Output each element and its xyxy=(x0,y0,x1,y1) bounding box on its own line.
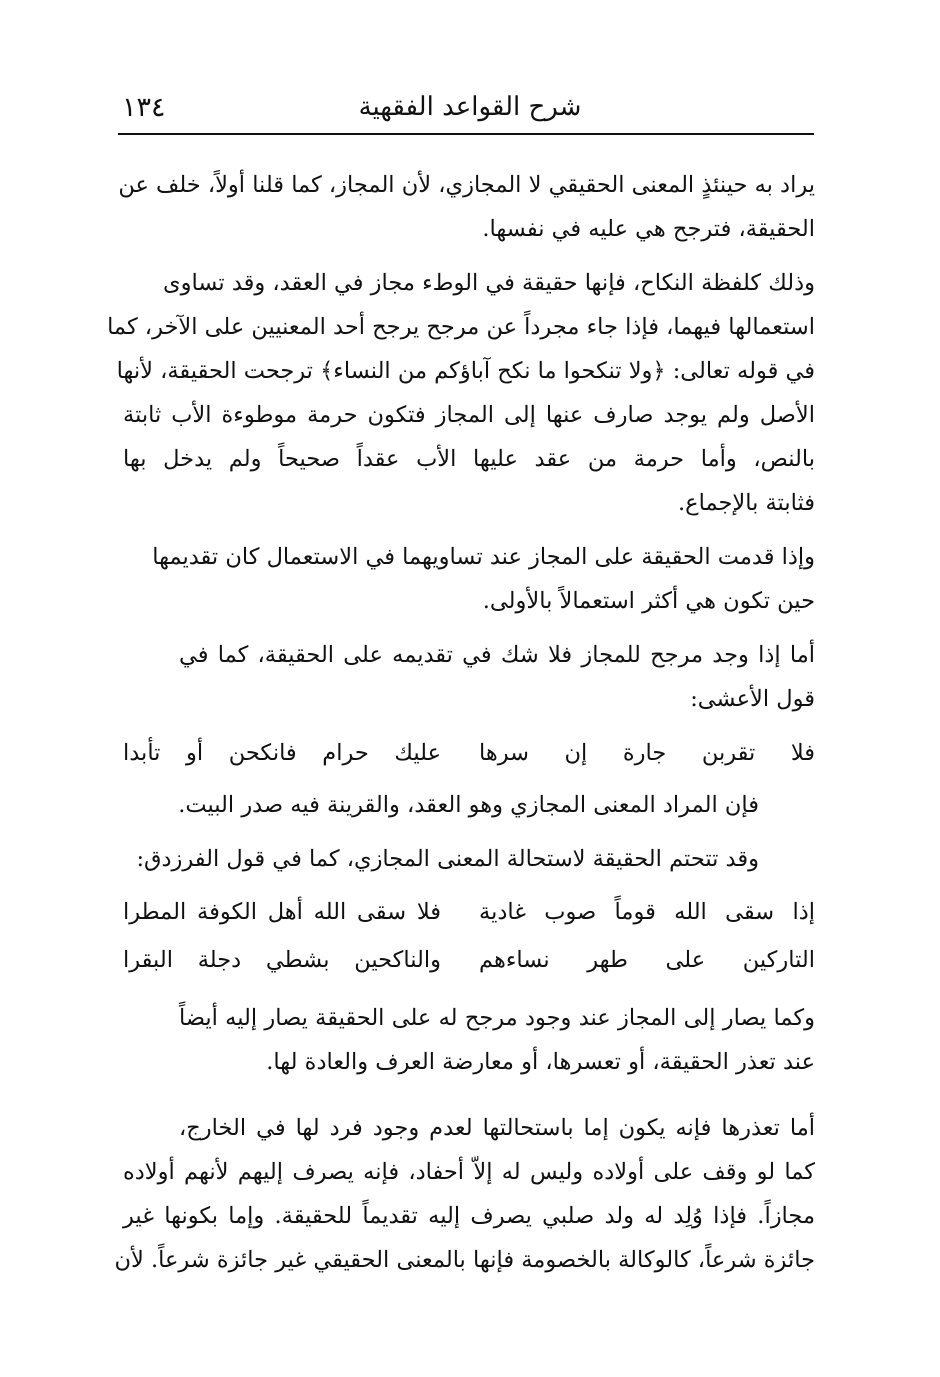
text-line: الأصل ولم يوجد صارف عنها إلى المجاز فتكون حرمة موطوءة الأب ثابتة xyxy=(123,402,815,428)
text-line: كما لو وقف على أولاده وليس له إلاّ أحفاد، فإنه يصرف إليهم لأنهم أولاده xyxy=(123,1159,815,1185)
text-line: في قوله تعالى: ﴿ولا تنكحوا ما نكح آباؤكم من النساء﴾ ترجحت الحقيقة، لأنها xyxy=(116,358,815,384)
text-line: قول الأعشى: xyxy=(690,686,815,712)
running-header-title: شرح القواعد الفقهية xyxy=(358,92,582,122)
text-line: استعمالها فيهما، فإذا جاء مجرداً عن مرجح يرجح أحد المعنيين على الآخر، كما xyxy=(107,314,815,340)
verse-second-hemistich: والناكحين بشطي دجلة البقرا xyxy=(123,947,441,973)
page-number: ١٣٤ xyxy=(122,92,166,123)
text-line: وقد تتحتم الحقيقة لاستحالة المعنى المجازي، كما في قول الفرزدق: xyxy=(136,846,759,872)
poem-verse xyxy=(123,938,815,982)
text-line: الحقيقة، فترجح هي عليه في نفسها. xyxy=(482,216,815,242)
text-line: فإن المراد المعنى المجازي وهو العقد، والقرينة فيه صدر البيت. xyxy=(178,792,759,818)
text-line: مجازاً. فإذا وُلِد له ولد صلبي يصرف إليه تقديماً للحقيقة. وإما بكونها غير xyxy=(123,1203,815,1229)
text-line: وكما يصار إلى المجاز عند وجود مرجح له على الحقيقة يصار إليه أيضاً xyxy=(179,1005,815,1031)
text-line: يراد به حينئذٍ المعنى الحقيقي لا المجازي، لأن المجاز، كما قلنا أولاً، خلف عن xyxy=(118,172,815,198)
text-line: أما إذا وجد مرجح للمجاز فلا شك في تقديمه على الحقيقة، كما في xyxy=(179,642,815,668)
text-line: وذلك كلفظة النكاح، فإنها حقيقة في الوطء مجاز في العقد، وقد تساوى xyxy=(163,270,815,296)
poem-verse xyxy=(123,731,815,775)
verse-first-hemistich: إذا سقى الله قوماً صوب غادية xyxy=(479,899,815,925)
verse-first-hemistich: فلا تقربن جارة إن سرها xyxy=(479,740,815,766)
verse-second-hemistich: فلا سقى الله أهل الكوفة المطرا xyxy=(123,899,441,925)
verse-second-hemistich: عليك حرام فانكحن أو تأبدا xyxy=(123,740,441,766)
poem-verse xyxy=(123,890,815,934)
text-line: أما تعذرها فإنه يكون إما باستحالتها لعدم وجود فرد لها في الخارج، xyxy=(179,1115,815,1141)
text-line: جائزة شرعاً، كالوكالة بالخصومة فإنها بالمعنى الحقيقي غير جائزة شرعاً. لأن xyxy=(114,1247,815,1273)
text-line: وإذا قدمت الحقيقة على المجاز عند تساويهما في الاستعمال كان تقديمها xyxy=(152,544,815,570)
text-line: عند تعذر الحقيقة، أو تعسرها، أو معارضة العرف والعادة لها. xyxy=(266,1049,815,1075)
text-line: حين تكون هي أكثر استعمالاً بالأولى. xyxy=(482,588,815,614)
text-line: فثابتة بالإجماع. xyxy=(678,490,815,516)
verse-first-hemistich: التاركين على طهر نساءهم xyxy=(479,947,815,973)
text-line: بالنص، وأما حرمة من عقد عليها الأب عقداً صحيحاً ولم يدخل بها xyxy=(123,446,815,472)
header-rule xyxy=(118,133,814,135)
